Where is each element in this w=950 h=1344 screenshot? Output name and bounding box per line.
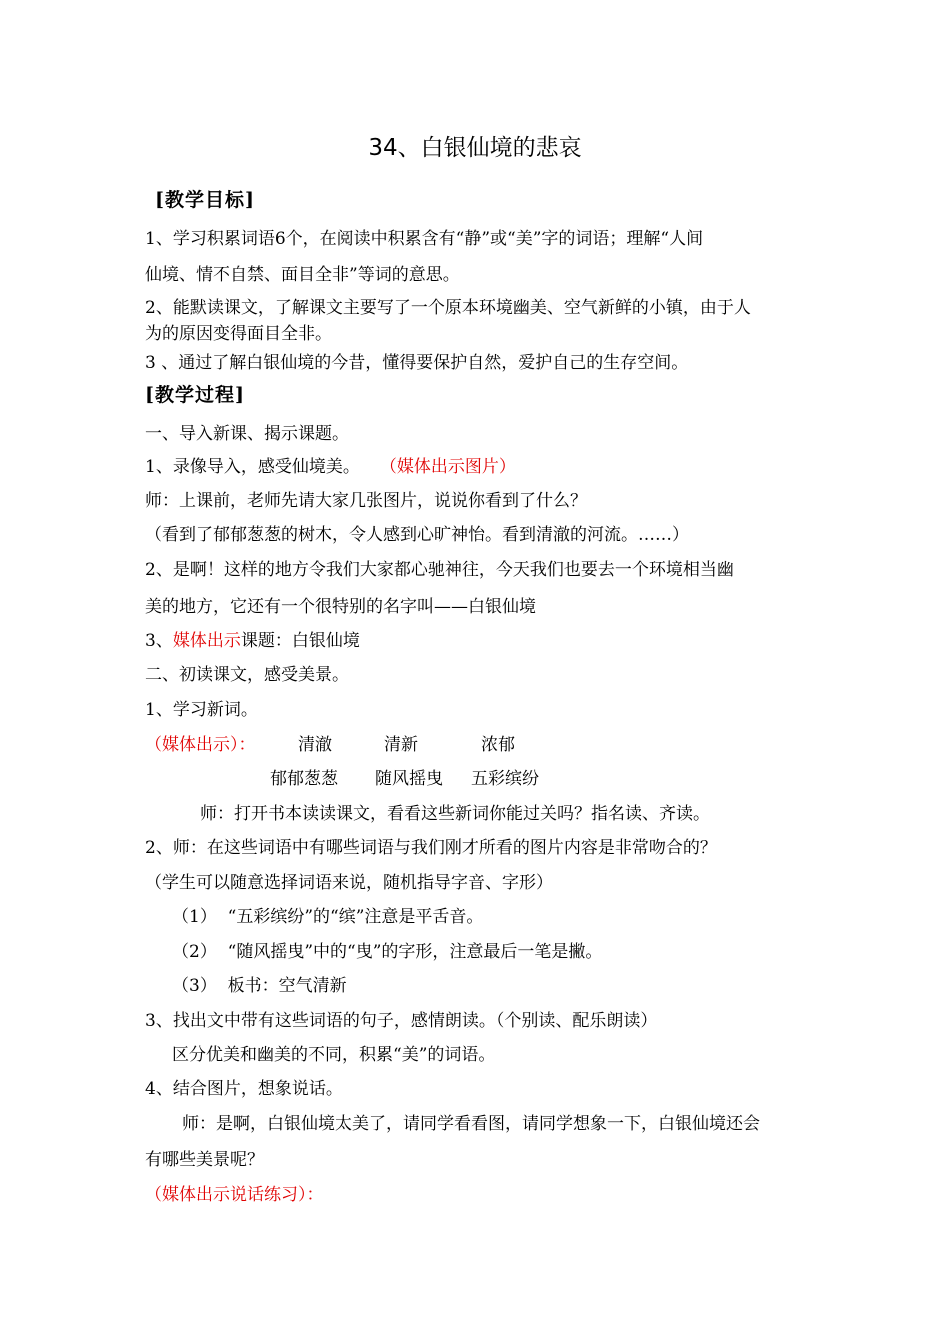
goal-line: 为的原因变得面目全非。 [145, 324, 332, 344]
paragraph: 1、学习新词。 [145, 700, 258, 720]
list-item: （2） “随风摇曳”中的“曳”的字形，注意最后一笔是撇。 [172, 942, 603, 962]
list-item: （1） “五彩缤纷”的“缤”注意是平舌音。 [172, 907, 484, 927]
list-item: （3） 板书：空气清新 [172, 976, 347, 996]
goal-line: 1、学习积累词语6个，在阅读中积累含有“静”或“美”字的词语；理解“人间 [145, 229, 704, 249]
paragraph: （学生可以随意选择词语来说，随机指导字音、字形） [145, 873, 553, 893]
paragraph: 有哪些美景呢？ [145, 1150, 264, 1170]
paragraph: 一、导入新课、揭示课题。 [145, 424, 349, 444]
paragraph: 二、初读课文，感受美景。 [145, 665, 349, 685]
goal-line: 2、能默读课文，了解课文主要写了一个原本环境幽美、空气新鲜的小镇，由于人 [145, 298, 751, 318]
paragraph: 2、是啊！这样的地方令我们大家都心驰神往，今天我们也要去一个环境相当幽 [145, 560, 734, 580]
vocab-word: 清新 [384, 735, 418, 755]
paragraph: 3、媒体出示课题：白银仙境 [145, 631, 360, 651]
media-note: （媒体出示说话练习）： [145, 1185, 324, 1205]
paragraph: 师：上课前，老师先请大家几张图片，说说你看到了什么？ [145, 491, 587, 511]
paragraph: 3、找出文中带有这些词语的句子，感情朗读。（个别读、配乐朗读） [145, 1011, 658, 1031]
vocab-word: 五彩缤纷 [471, 769, 539, 789]
media-note: 媒体出示 [172, 631, 241, 651]
paragraph: （看到了郁郁葱葱的树木，令人感到心旷神怡。看到清澈的河流。……） [145, 525, 689, 545]
paragraph: 4、结合图片，想象说话。 [145, 1079, 343, 1099]
goal-line: 仙境、情不自禁、面目全非”等词的意思。 [145, 265, 460, 285]
vocab-word: 郁郁葱葱 [270, 769, 338, 789]
vocab-word: 随风摇曳 [375, 769, 443, 789]
document-title: 34、白银仙境的悲哀 [368, 135, 582, 161]
goals-heading: [教学目标] [155, 189, 255, 211]
media-note: （媒体出示）： [145, 735, 256, 755]
paragraph: 美的地方，它还有一个很特别的名字叫——白银仙境 [145, 597, 536, 617]
paragraph: 师：打开书本读读课文，看看这些新词你能过关吗？指名读、齐读。 [200, 804, 710, 824]
process-heading: [教学过程] [145, 384, 245, 406]
paragraph: 1、录像导入，感受仙境美。 （媒体出示图片） [145, 457, 516, 477]
media-note: （媒体出示图片） [379, 457, 516, 477]
vocab-word: 浓郁 [481, 735, 515, 755]
goal-line: 3 、通过了解白银仙境的今昔，懂得要保护自然，爱护自己的生存空间。 [145, 353, 689, 373]
paragraph: 师：是啊，白银仙境太美了，请同学看看图，请同学想象一下，白银仙境还会 [182, 1114, 760, 1134]
vocab-word: 清澈 [298, 735, 332, 755]
paragraph: 2、师：在这些词语中有哪些词语与我们刚才所看的图片内容是非常吻合的？ [145, 838, 717, 858]
paragraph: 区分优美和幽美的不同，积累“美”的词语。 [172, 1045, 496, 1065]
